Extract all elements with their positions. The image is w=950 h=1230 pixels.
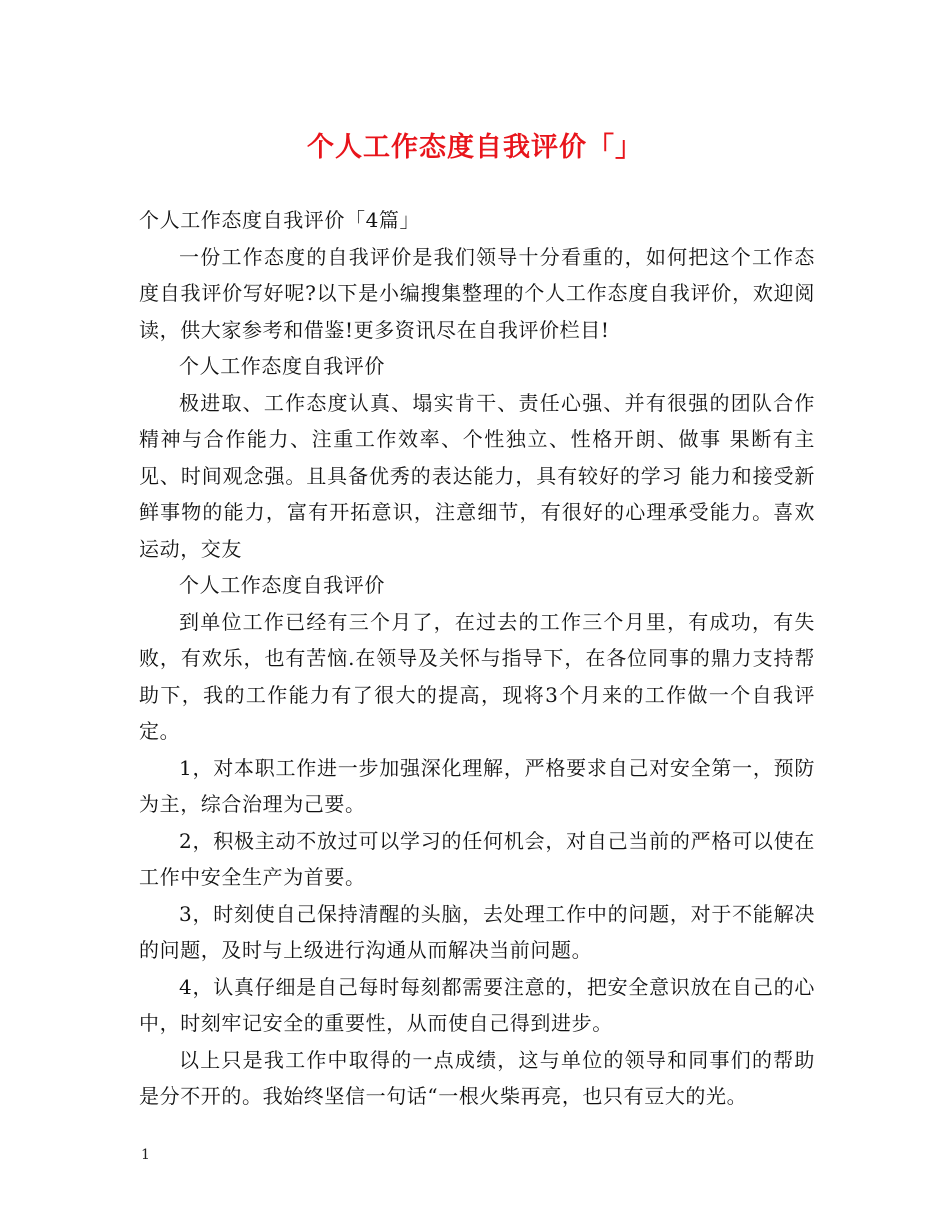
list-item: 4，认真仔细是自己每时每刻都需要注意的，把安全意识放在自己的心中，时刻牢记安全的重要性，从而使自己得到进步。 (139, 974, 815, 1035)
body-paragraph: 到单位工作已经有三个月了，在过去的工作三个月里，有成功，有失败，有欢乐，也有苦恼.在领导及关怀与指导下，在各位同事的鼎力支持帮助下，我的工作能力有了很大的提高，现将3个月来的工作做一个自我评定。 (139, 609, 815, 743)
list-item: 1，对本职工作进一步加强深化理解，严格要求自己对安全第一，预防为主，综合治理为己要。 (139, 755, 815, 816)
page-title: 个人工作态度自我评价「」 (307, 132, 643, 163)
body-paragraph: 极进取、工作态度认真、塌实肯干、责任心强、并有很强的团队合作精神与合作能力、注重工作效率、个性独立、性格开朗、做事 果断有主见、时间观念强。且具备优秀的表达能力，具有较好的学习 能力和接受新鲜事物的能力，富有开拓意识，注意细节，有很好的心理承受能力。喜欢运动，交友 (139, 390, 815, 561)
page-number: 1 (141, 1147, 150, 1163)
section-heading: 个人工作态度自我评价 (179, 354, 385, 378)
document-body (139, 202, 815, 1115)
list-item: 2，积极主动不放过可以学习的任何机会，对自己当前的严格可以使在工作中安全生产为首要。 (139, 828, 815, 889)
list-item: 3，时刻使自己保持清醒的头脑，去处理工作中的问题，对于不能解决的问题，及时与上级进行沟通从而解决当前问题。 (139, 901, 815, 962)
section-heading: 个人工作态度自我评价 (179, 573, 385, 597)
intro-paragraph: 一份工作态度的自我评价是我们领导十分看重的，如何把这个工作态度自我评价写好呢?以下是小编搜集整理的个人工作态度自我评价，欢迎阅读，供大家参考和借鉴!更多资讯尽在自我评价栏目! (139, 244, 815, 342)
document-subtitle: 个人工作态度自我评价「4篇」 (139, 208, 421, 232)
body-paragraph: 以上只是我工作中取得的一点成绩，这与单位的领导和同事们的帮助是分不开的。我始终坚信一句话“一根火柴再亮，也只有豆大的光。 (139, 1047, 815, 1108)
